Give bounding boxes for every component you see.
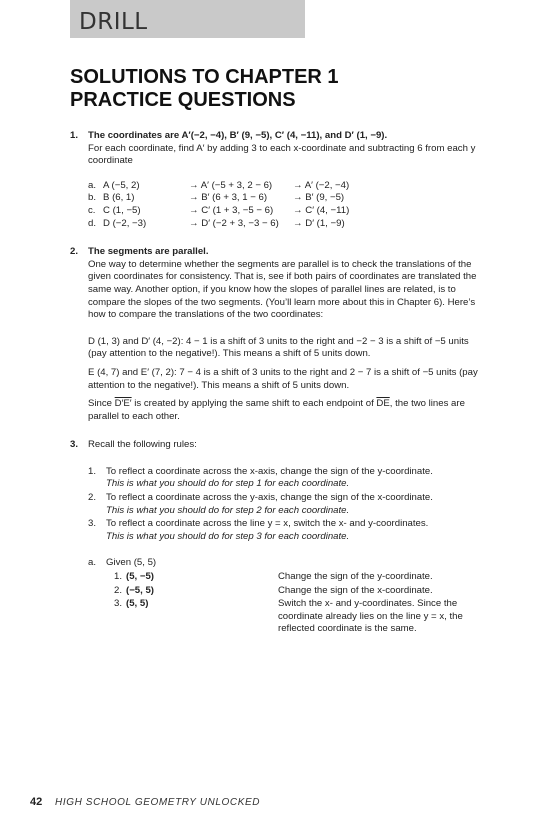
row-letter: d. (88, 217, 97, 229)
book-title: HIGH SCHOOL GEOMETRY UNLOCKED (55, 797, 261, 808)
question-1 (70, 130, 490, 230)
step-number: 2. (114, 584, 123, 596)
title-line-1: SOLUTIONS TO CHAPTER 1 (70, 66, 339, 88)
given-point: Given (5, 5) (106, 557, 157, 569)
rule-number: 3. (88, 518, 97, 530)
page-number: 42 (30, 796, 43, 808)
step-note: Change the sign of the y-coordinate. (278, 571, 433, 583)
page-footer (30, 796, 260, 808)
step-value: (5, 5) (126, 598, 149, 610)
rule-number: 2. (88, 492, 97, 504)
question-3 (70, 439, 490, 636)
row-work: → A′ (−5 + 3, 2 − 6) (189, 179, 273, 191)
list-item (88, 466, 490, 491)
row-work: → C′ (1 + 3, −5 − 6) (189, 204, 274, 216)
table-row (88, 180, 490, 193)
row-result: → B′ (9, −5) (293, 192, 345, 204)
list-item (88, 492, 490, 517)
rule-text: To reflect a coordinate across the x-axis, change the sign of the y-coordinate. (106, 465, 433, 477)
row-work: → B′ (6 + 3, 1 − 6) (189, 192, 268, 204)
step-value: (−5, 5) (126, 584, 154, 596)
rules-list (88, 466, 490, 544)
part-label: a. (88, 557, 97, 569)
segment-d-prime-e-prime: D′E′ (114, 398, 132, 410)
drill-label: DRILL (79, 9, 148, 35)
rule-text: To reflect a coordinate across the y-axis, change the sign of the x-coordinate. (106, 492, 433, 504)
step-note: Change the sign of the x-coordinate. (278, 584, 433, 596)
question-number: 2. (70, 246, 79, 258)
question-number: 1. (70, 130, 79, 141)
drill-tab (70, 0, 305, 38)
step-number: 1. (114, 571, 123, 583)
translation-e: E (4, 7) and E′ (7, 2): 7 − 4 is a shift of 3 units to the right and 2 − 7 is a shift of −5 units (pay attention to the negative!). This means a shift of 5 units down. (88, 366, 478, 391)
rule-subtext: This is what you should do for step 3 for each coordinate. (106, 530, 350, 542)
part-a (88, 557, 490, 636)
question-heading: The coordinates are A′(−2, −4), B′ (9, −5), C′ (4, −11), and D′ (1, −9). (88, 130, 388, 141)
rule-number: 1. (88, 465, 97, 477)
translation-d: D (1, 3) and D′ (4, −2): 4 − 1 is a shift of 3 units to the right and −2 − 3 is a shift of −5 units (pay attention to the negative!). This means a shift of 5 units down. (88, 335, 469, 360)
table-row (88, 205, 490, 218)
question-number: 3. (70, 439, 79, 451)
question-intro: For each coordinate, find A′ by adding 3 to each x-coordinate and subtracting 6 from each y coordinate (88, 142, 476, 167)
step-note: Switch the x- and y-coordinates. Since the coordinate already lies on the line y = x, the reflected coordinate is the same. (278, 598, 463, 635)
row-result: → C′ (4, −11) (293, 204, 350, 216)
segment-de: $\overline{DE}$ (376, 398, 390, 410)
coordinate-table (88, 180, 490, 230)
step-number: 3. (114, 598, 123, 610)
list-item (88, 518, 490, 543)
parallel-conclusion: Since D′E′ is created by applying the same shift to each endpoint of $\overline{DE}$, the two lines are parallel to each other. (88, 398, 465, 422)
row-result: → A′ (−2, −4) (293, 179, 350, 191)
row-point: B (6, 1) (103, 192, 135, 204)
question-heading: The segments are parallel. (88, 246, 209, 258)
rule-subtext: This is what you should do for step 1 for each coordinate. (106, 478, 350, 490)
list-item (114, 598, 490, 636)
table-row (88, 218, 490, 231)
step-value: (5, −5) (126, 571, 154, 583)
row-letter: c. (88, 204, 96, 216)
row-letter: a. (88, 179, 97, 191)
row-work: → D′ (−2 + 3, −3 − 6) (189, 217, 279, 229)
row-letter: b. (88, 192, 97, 204)
row-result: → D′ (1, −9) (293, 217, 345, 229)
row-point: C (1, −5) (103, 204, 141, 216)
list-item (114, 585, 490, 598)
question-intro: One way to determine whether the segments are parallel is to check the translations of the given coordinates for consistency. That is, see if both pairs of coordinates are translated the same way. Another option, if you know how the slopes of parallel lines are related, is to compare the slopes of the two segments. (You’ll learn more about this in Chapter 6). Here’s how to compare the translations of the two coordinates: (88, 258, 477, 321)
question-2 (70, 246, 490, 423)
solutions-content (70, 130, 490, 636)
table-row (88, 192, 490, 205)
title-line-2: PRACTICE QUESTIONS (70, 89, 296, 111)
rule-subtext: This is what you should do for step 2 for each coordinate. (106, 504, 350, 516)
page-title (70, 66, 490, 112)
list-item (114, 571, 490, 584)
row-point: D (−2, −3) (103, 217, 147, 229)
rule-text: To reflect a coordinate across the line y = x, switch the x- and y-coordinates. (106, 518, 429, 530)
question-intro: Recall the following rules: (88, 439, 197, 451)
steps-list (106, 571, 490, 636)
row-point: A (−5, 2) (103, 179, 140, 191)
